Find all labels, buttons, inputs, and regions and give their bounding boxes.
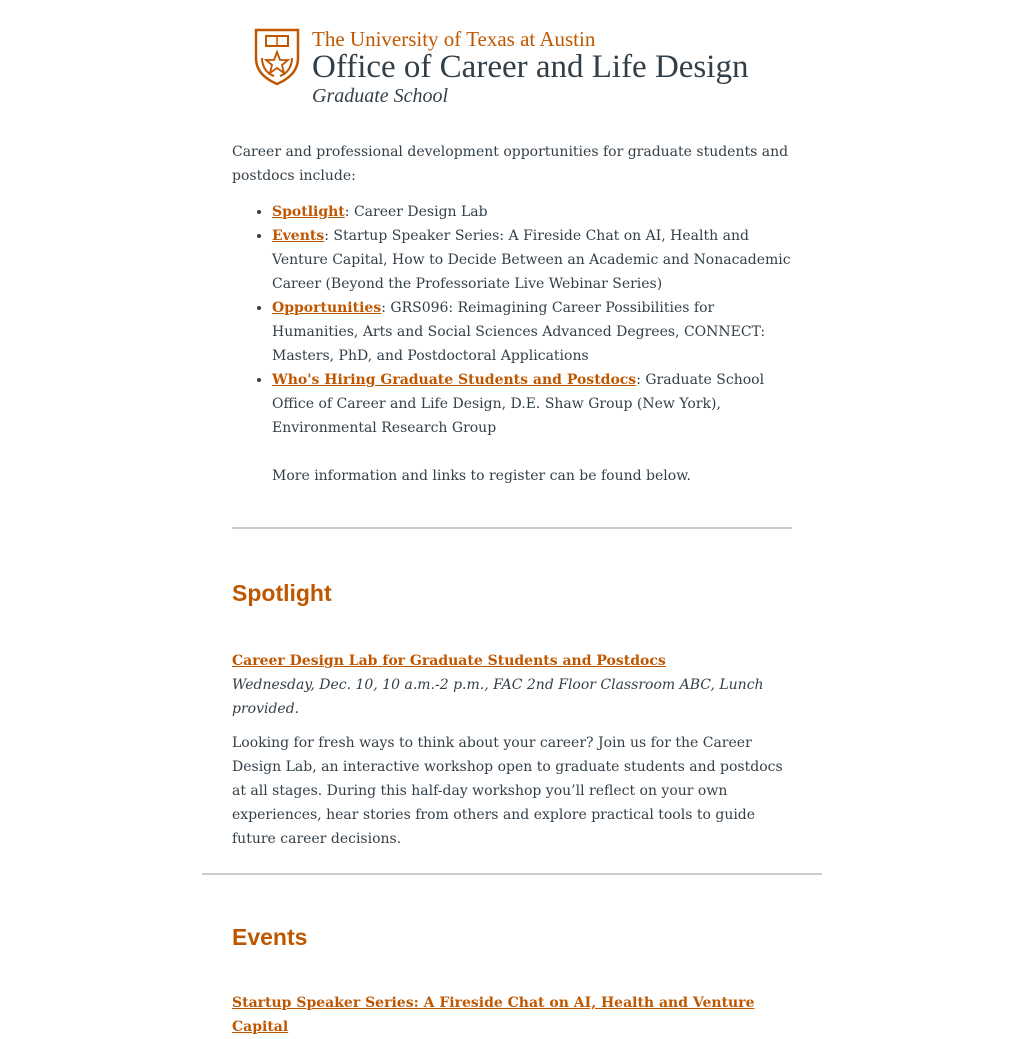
more-info-text: More information and links to register can be found below. [272,468,691,484]
list-item-text: : Graduate School Office of Career and Life Design, D.E. Shaw Group (New York), Environmental Research Group [272,372,765,436]
events-heading: Events [232,924,308,950]
events-link[interactable]: Events [272,228,325,244]
list-item-text: : GRS096: Reimagining Career Possibilities for Humanities, Arts and Social Sciences Advanced Degrees, CONNECT: Masters, PhD, and Postdoctoral Applications [272,300,766,364]
intro-text: Career and professional development opportunities for graduate students and postdocs include: [232,144,789,184]
opportunities-link[interactable]: Opportunities [272,300,382,316]
spotlight-heading: Spotlight [232,580,332,606]
summary-list [232,200,792,488]
list-item-text: : Career Design Lab [344,204,488,220]
whos-hiring-link[interactable]: Who's Hiring Graduate Students and Postdocs [272,372,637,388]
list-item-text: : Startup Speaker Series: A Fireside Chat on AI, Health and Venture Capital, How to Decide Between an Academic and Nonacademic Career (Beyond the Professoriate Live Webinar Series) [272,228,791,292]
spotlight-event-meta: Wednesday, Dec. 10, 10 a.m.-2 p.m., FAC 2nd Floor Classroom ABC, Lunch provided. [232,677,764,717]
header-logo [202,0,822,112]
list-item [272,224,792,296]
spotlight-link[interactable]: Spotlight [272,204,345,220]
newsletter [202,0,822,1039]
office-name: Office of Career and Life Design [312,49,749,85]
list-item [272,200,792,224]
divider [202,873,822,875]
list-item [272,368,792,488]
school-name: Graduate School [312,85,449,107]
spotlight-event-link[interactable]: Career Design Lab for Graduate Students and Postdocs [232,653,666,669]
events-event-link[interactable]: Startup Speaker Series: A Fireside Chat on AI, Health and Venture Capital [232,995,755,1035]
ut-shield-icon [254,28,300,86]
university-name: The University of Texas at Austin [312,27,596,51]
list-item [272,296,792,368]
spotlight-event-description: Looking for fresh ways to think about your career? Join us for the Career Design Lab, an interactive workshop open to graduate students and postdocs at all stages. During this half-day workshop you’ll reflect on your own experiences, hear stories from others and explore practical tools to guide future career decisions. [232,735,783,847]
divider [232,527,792,529]
